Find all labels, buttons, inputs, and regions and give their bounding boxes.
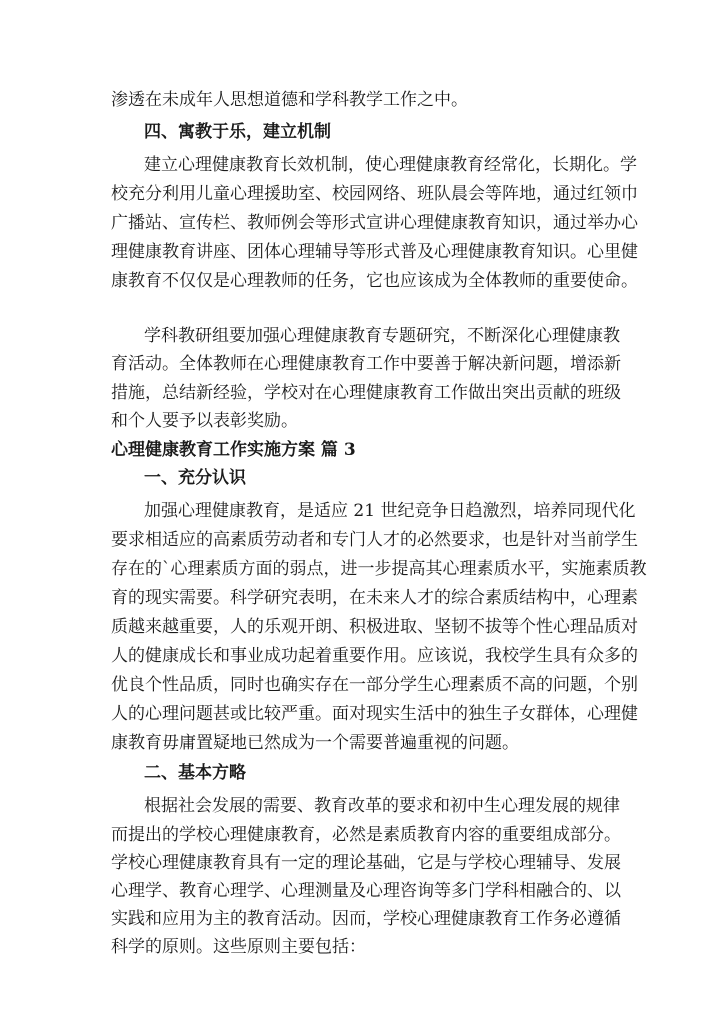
paragraph-line: 人的健康成长和事业成功起着重要作用。应该说，我校学生具有众多的 [111,646,638,666]
paragraph-line: 理健康教育讲座、团体心理辅导等形式普及心理健康教育知识。心里健 [111,242,638,262]
paragraph-line: 渗透在未成年人思想道德和学科教学工作之中。 [111,90,468,110]
paragraph-line: 和个人要予以表彰奖励。 [111,411,298,431]
paragraph-line: 而提出的学校心理健康教育，必然是素质教育内容的重要组成部分。 [111,825,621,845]
paragraph-line: 要求相适应的高素质劳动者和专门人才的必然要求，也是针对当前学生 [111,530,638,550]
section-heading: 二、基本方略 [144,763,246,783]
article-title: 心理健康教育工作实施方案 篇 3 [111,440,356,460]
paragraph-line: 建立心理健康教育长效机制，使心理健康教育经常化，长期化。学 [144,155,637,175]
paragraph-line: 措施，总结新经验，学校对在心理健康教育工作做出突出贡献的班级 [111,383,621,403]
paragraph-line: 加强心理健康教育，是适应 21 世纪竞争日趋激烈，培养同现代化 [144,501,636,521]
paragraph-line: 校充分利用儿童心理援助室、校园网络、班队晨会等阵地，通过红领巾 [111,184,638,204]
paragraph-line: 实践和应用为主的教育活动。因而，学校心理健康教育工作务必遵循 [111,909,621,929]
paragraph-line: 存在的`心理素质方面的弱点，进一步提高其心理素质水平，实施素质教 [111,559,647,579]
paragraph-line: 广播站、宣传栏、教师例会等形式宣讲心理健康教育知识，通过举办心 [111,213,638,233]
paragraph-line: 质越来越重要，人的乐观开朗、积极进取、坚韧不拔等个性心理品质对 [111,617,638,637]
paragraph-line: 学校心理健康教育具有一定的理论基础，它是与学校心理辅导、发展 [111,853,621,873]
paragraph-line: 心理学、教育心理学、心理测量及心理咨询等多门学科相融合的、以 [111,881,621,901]
section-heading: 一、充分认识 [144,468,246,488]
paragraph-line: 学科教研组要加强心理健康教育专题研究，不断深化心理健康教 [144,326,620,346]
paragraph-line: 育活动。全体教师在心理健康教育工作中要善于解决新问题，增添新 [111,354,621,374]
paragraph-line: 人的心理问题甚或比较严重。面对现实生活中的独生子女群体，心理健 [111,704,638,724]
paragraph-line: 育的现实需要。科学研究表明，在未来人才的综合素质结构中，心理素 [111,588,638,608]
section-heading: 四、寓教于乐，建立机制 [144,122,331,142]
paragraph-line: 优良个性品质，同时也确实存在一部分学生心理素质不高的问题，个别 [111,675,638,695]
paragraph-line: 康教育毋庸置疑地已然成为一个需要普遍重视的问题。 [111,733,519,753]
paragraph-line: 根据社会发展的需要、教育改革的要求和初中生心理发展的规律 [144,796,620,816]
paragraph-line: 科学的原则。这些原则主要包括： [111,937,366,957]
paragraph-line: 康教育不仅仅是心理教师的任务，它也应该成为全体教师的重要使命。 [111,271,638,291]
